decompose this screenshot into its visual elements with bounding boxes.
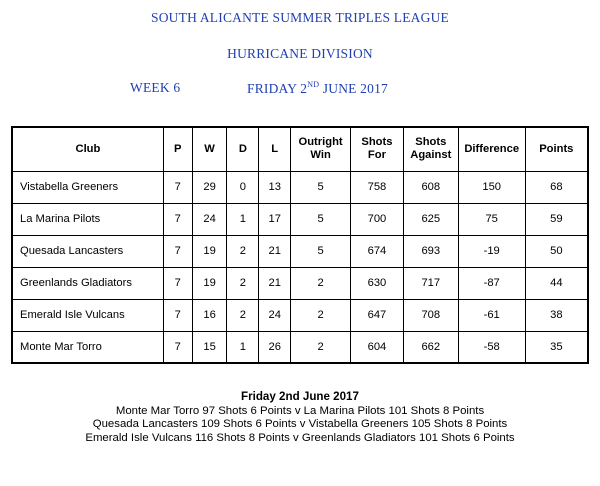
cell-lost: 24 (259, 299, 291, 331)
col-header-won: W (192, 127, 227, 171)
cell-won: 16 (192, 299, 227, 331)
cell-drawn: 2 (227, 267, 259, 299)
cell-outright-win: 5 (291, 203, 351, 235)
cell-lost: 21 (259, 235, 291, 267)
cell-difference: 75 (458, 203, 525, 235)
cell-lost: 21 (259, 267, 291, 299)
cell-played: 7 (163, 203, 192, 235)
result-line: Emerald Isle Vulcans 116 Shots 8 Points v Greenlands Gladiators 101 Shots 6 Points (85, 431, 515, 444)
col-header-difference: Difference (458, 127, 525, 171)
cell-played: 7 (163, 235, 192, 267)
table-row (12, 299, 588, 331)
cell-drawn: 1 (227, 203, 259, 235)
table-row (12, 331, 588, 363)
col-header-shots-against: Shots Against (403, 127, 458, 171)
cell-drawn: 0 (227, 171, 259, 203)
col-header-club: Club (12, 127, 163, 171)
cell-lost: 26 (259, 331, 291, 363)
table-row (12, 267, 588, 299)
cell-shots-for: 758 (351, 171, 404, 203)
cell-points: 50 (525, 235, 588, 267)
cell-points: 44 (525, 267, 588, 299)
result-line: Quesada Lancasters 109 Shots 6 Points v Vistabella Greeners 105 Shots 8 Points (92, 418, 508, 430)
league-table (11, 126, 589, 364)
results-section (0, 390, 600, 445)
col-header-played: P (163, 127, 192, 171)
cell-shots-against: 717 (403, 267, 458, 299)
col-header-shots-for: Shots For (351, 127, 404, 171)
cell-drawn: 1 (227, 331, 259, 363)
cell-shots-for: 604 (351, 331, 404, 363)
cell-club: Greenlands Gladiators (12, 267, 163, 299)
result-line: Monte Mar Torro 97 Shots 6 Points v La Marina Pilots 101 Shots 8 Points (115, 404, 485, 417)
cell-drawn: 2 (227, 235, 259, 267)
cell-points: 38 (525, 299, 588, 331)
league-title: SOUTH ALICANTE SUMMER TRIPLES LEAGUE (151, 10, 449, 25)
cell-difference: -61 (458, 299, 525, 331)
table-row (12, 171, 588, 203)
cell-outright-win: 5 (291, 171, 351, 203)
cell-won: 29 (192, 171, 227, 203)
cell-won: 24 (192, 203, 227, 235)
cell-shots-against: 608 (403, 171, 458, 203)
cell-outright-win: 2 (291, 331, 351, 363)
cell-won: 19 (192, 267, 227, 299)
cell-difference: -19 (458, 235, 525, 267)
cell-shots-for: 630 (351, 267, 404, 299)
cell-played: 7 (163, 171, 192, 203)
cell-lost: 17 (259, 203, 291, 235)
col-header-lost: L (259, 127, 291, 171)
cell-club: La Marina Pilots (12, 203, 163, 235)
week-label: WEEK 6 (130, 80, 181, 95)
cell-club: Vistabella Greeners (12, 171, 163, 203)
cell-won: 19 (192, 235, 227, 267)
cell-played: 7 (163, 331, 192, 363)
cell-won: 15 (192, 331, 227, 363)
cell-club: Monte Mar Torro (12, 331, 163, 363)
table-header-row (12, 127, 588, 171)
cell-points: 35 (525, 331, 588, 363)
col-header-drawn: D (227, 127, 259, 171)
results-title: Friday 2nd June 2017 (241, 390, 359, 403)
cell-shots-for: 674 (351, 235, 404, 267)
cell-outright-win: 2 (291, 267, 351, 299)
cell-shots-against: 693 (403, 235, 458, 267)
cell-lost: 13 (259, 171, 291, 203)
cell-shots-against: 708 (403, 299, 458, 331)
table-row (12, 203, 588, 235)
cell-difference: -58 (458, 331, 525, 363)
cell-club: Quesada Lancasters (12, 235, 163, 267)
col-header-points: Points (525, 127, 588, 171)
division-title: HURRICANE DIVISION (227, 46, 373, 61)
match-date (247, 80, 388, 97)
date-prefix: FRIDAY 2 (247, 81, 308, 96)
col-header-outright-win: Outright Win (291, 127, 351, 171)
cell-played: 7 (163, 267, 192, 299)
cell-points: 68 (525, 171, 588, 203)
cell-played: 7 (163, 299, 192, 331)
date-suffix: JUNE 2017 (319, 81, 388, 96)
table-row (12, 235, 588, 267)
cell-outright-win: 5 (291, 235, 351, 267)
cell-difference: -87 (458, 267, 525, 299)
cell-shots-against: 625 (403, 203, 458, 235)
cell-shots-for: 700 (351, 203, 404, 235)
cell-points: 59 (525, 203, 588, 235)
cell-drawn: 2 (227, 299, 259, 331)
cell-club: Emerald Isle Vulcans (12, 299, 163, 331)
date-ordinal: ND (307, 80, 320, 89)
cell-shots-for: 647 (351, 299, 404, 331)
cell-outright-win: 2 (291, 299, 351, 331)
cell-difference: 150 (458, 171, 525, 203)
cell-shots-against: 662 (403, 331, 458, 363)
